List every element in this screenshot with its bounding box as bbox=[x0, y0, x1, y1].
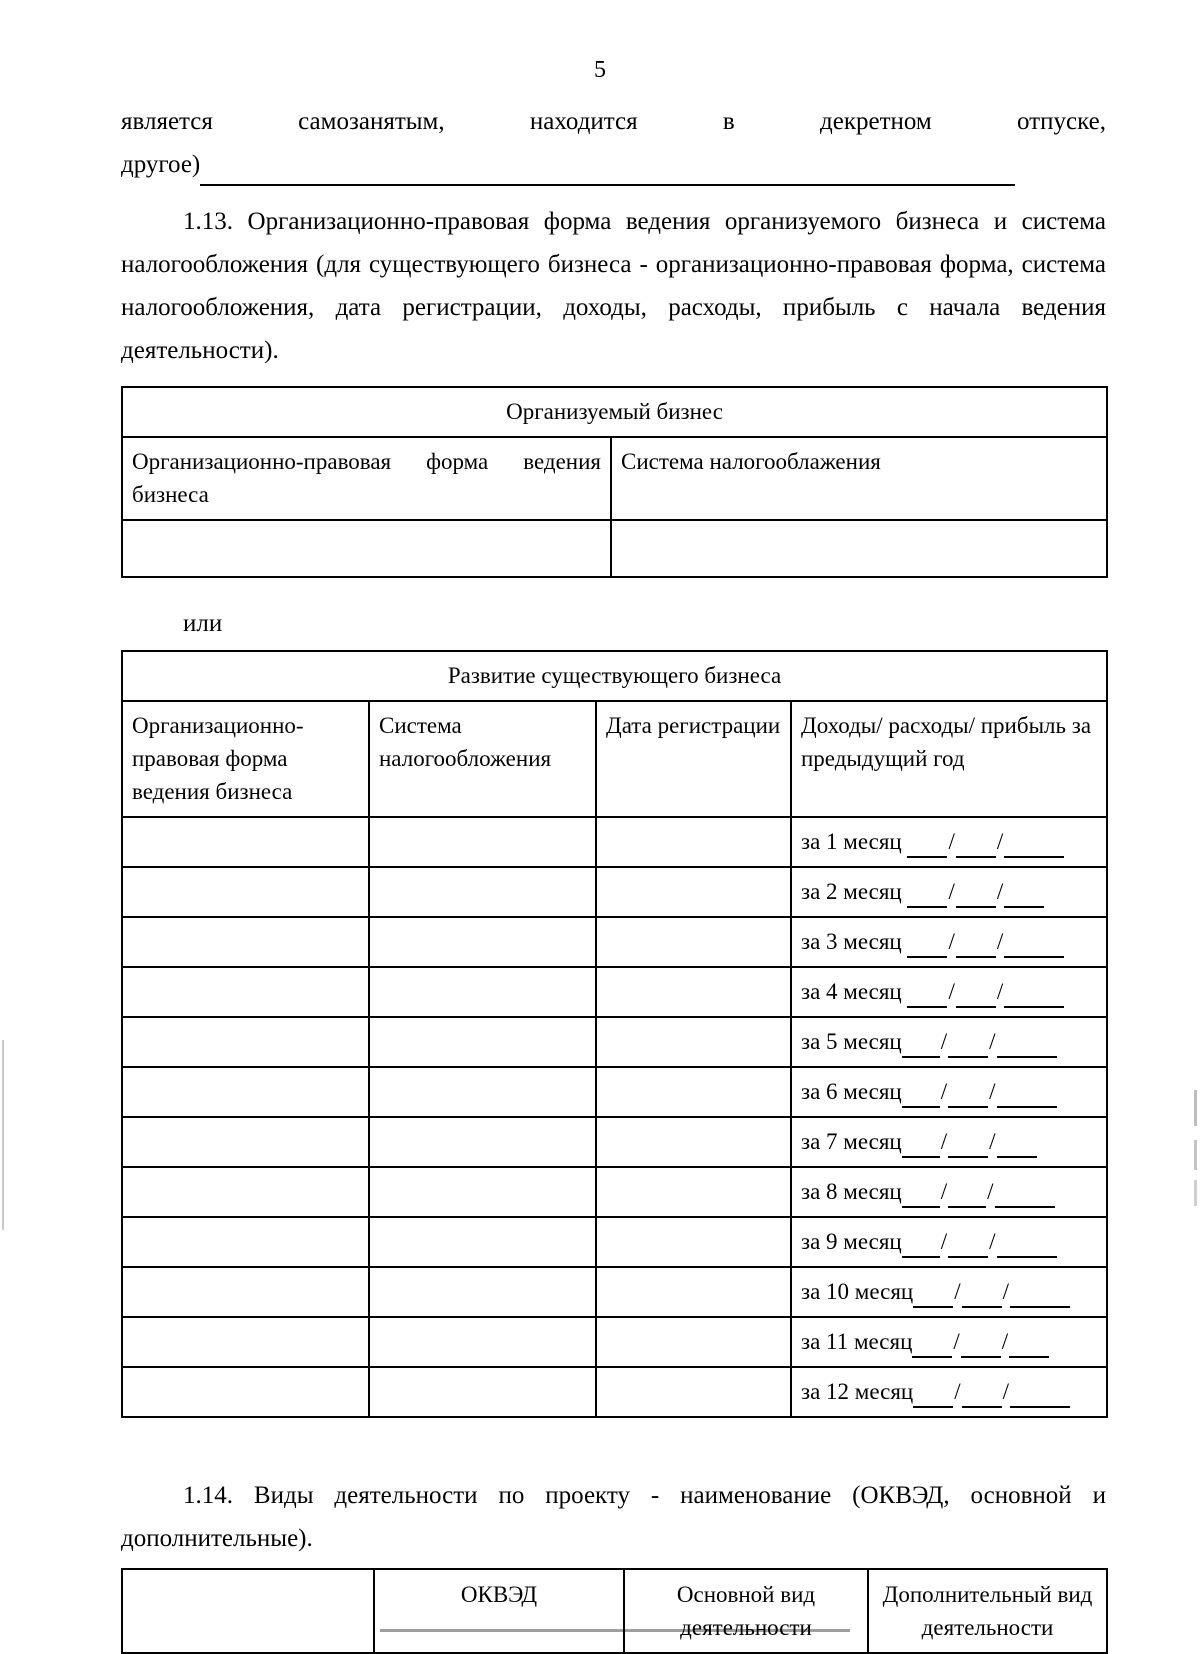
slash-separator: / bbox=[1002, 1279, 1010, 1304]
table-row bbox=[122, 917, 1107, 967]
slash-separator: / bbox=[948, 929, 955, 954]
slash-separator: / bbox=[1001, 1329, 1009, 1354]
cell-reg-date[interactable] bbox=[596, 1217, 791, 1267]
cell-reg-date[interactable] bbox=[596, 1167, 791, 1217]
continued-word-3: в bbox=[722, 108, 735, 135]
cell-legal-form[interactable] bbox=[122, 867, 369, 917]
cell-reg-date[interactable] bbox=[596, 1267, 791, 1317]
cell-legal-form[interactable] bbox=[122, 1267, 369, 1317]
cell-reg-date[interactable] bbox=[596, 1017, 791, 1067]
cell-legal-form[interactable] bbox=[122, 1167, 369, 1217]
table-row-header bbox=[122, 701, 1107, 817]
cell-legal-form[interactable] bbox=[122, 1017, 369, 1067]
cell-month-6[interactable] bbox=[791, 1067, 1107, 1117]
table-row bbox=[122, 1367, 1107, 1417]
new-business-cell-legal-form[interactable] bbox=[122, 520, 611, 577]
section-1-13-text bbox=[121, 200, 1106, 372]
month-blank-expense-6[interactable] bbox=[948, 1085, 988, 1108]
month-blank-profit-8[interactable] bbox=[995, 1185, 1055, 1208]
continued-word-4: декретном bbox=[820, 108, 932, 135]
slash-separator: / bbox=[989, 1029, 996, 1054]
month-blank-expense-8[interactable] bbox=[948, 1185, 986, 1208]
cell-month-3[interactable] bbox=[791, 917, 1107, 967]
slash-separator: / bbox=[989, 1129, 996, 1154]
cell-legal-form[interactable] bbox=[122, 1117, 369, 1167]
cell-legal-form[interactable] bbox=[122, 1217, 369, 1267]
slash-separator: / bbox=[987, 1179, 994, 1204]
cell-tax-system[interactable] bbox=[369, 1267, 596, 1317]
slash-separator: / bbox=[948, 879, 955, 904]
slash-separator: / bbox=[948, 979, 955, 1004]
slash-separator: / bbox=[940, 1029, 948, 1054]
month-blank-profit-5[interactable] bbox=[997, 1035, 1057, 1058]
continued-sentence-fill-line bbox=[121, 143, 1106, 186]
month-blank-expense-12[interactable] bbox=[962, 1385, 1002, 1408]
month-label-9: за 9 месяц bbox=[801, 1229, 902, 1254]
slash-separator: / bbox=[940, 1229, 948, 1254]
slash-separator: / bbox=[940, 1079, 948, 1104]
continued-sentence-line bbox=[121, 100, 1106, 143]
cell-month-1[interactable] bbox=[791, 817, 1107, 867]
month-label-4: за 4 месяц bbox=[801, 979, 902, 1004]
table-row bbox=[122, 817, 1107, 867]
slash-separator: / bbox=[954, 1379, 961, 1404]
slash-separator: / bbox=[940, 1179, 948, 1204]
table-row-title bbox=[122, 651, 1107, 701]
month-blank-income-2[interactable] bbox=[907, 885, 947, 908]
cell-tax-system[interactable] bbox=[369, 1367, 596, 1417]
table-new-business bbox=[121, 386, 1108, 578]
section-1-14-text bbox=[121, 1474, 1106, 1560]
month-blank-income-6[interactable] bbox=[902, 1085, 940, 1108]
month-blank-profit-10[interactable] bbox=[1010, 1285, 1070, 1308]
or-label: или bbox=[183, 610, 223, 637]
month-blank-expense-9[interactable] bbox=[948, 1235, 988, 1258]
cell-reg-date[interactable] bbox=[596, 967, 791, 1017]
slash-separator: / bbox=[940, 1129, 948, 1154]
table-okved bbox=[121, 1568, 1108, 1654]
scan-artifact-right-a bbox=[1194, 1090, 1197, 1126]
cell-month-10[interactable] bbox=[791, 1267, 1107, 1317]
okved-header-main-activity: Основной вид деятельности bbox=[624, 1569, 868, 1653]
month-blank-expense-11[interactable] bbox=[961, 1335, 1001, 1358]
month-blank-expense-5[interactable] bbox=[948, 1035, 988, 1058]
slash-separator: / bbox=[996, 979, 1004, 1004]
existing-business-title: Развитие существующего бизнеса bbox=[122, 651, 1107, 701]
cell-tax-system[interactable] bbox=[369, 1167, 596, 1217]
cell-tax-system[interactable] bbox=[369, 1067, 596, 1117]
new-business-header-tax-system: Система налогооблажения bbox=[611, 437, 1107, 520]
month-blank-income-11[interactable] bbox=[912, 1335, 952, 1358]
new-business-header-legal-form: Организационно-правовая форма ведения бизнеса bbox=[122, 437, 611, 520]
month-blank-income-12[interactable] bbox=[913, 1385, 953, 1408]
scan-artifact-right-b bbox=[1194, 1140, 1197, 1170]
month-label-10: за 10 месяц bbox=[801, 1279, 914, 1304]
slash-separator: / bbox=[948, 829, 955, 854]
table-row-header bbox=[122, 1569, 1107, 1653]
month-label-6: за 6 месяц bbox=[801, 1079, 902, 1104]
month-blank-expense-10[interactable] bbox=[962, 1285, 1002, 1308]
cell-legal-form[interactable] bbox=[122, 1367, 369, 1417]
page-number: 5 bbox=[594, 57, 606, 83]
cell-tax-system[interactable] bbox=[369, 817, 596, 867]
scan-artifact-left bbox=[2, 1040, 4, 1230]
cell-legal-form[interactable] bbox=[122, 817, 369, 867]
slash-separator: / bbox=[996, 879, 1004, 904]
table-row bbox=[122, 520, 1107, 577]
cell-tax-system[interactable] bbox=[369, 1017, 596, 1067]
spacer bbox=[121, 186, 1106, 200]
table-row bbox=[122, 1167, 1107, 1217]
existing-business-header-income: Доходы/ расходы/ прибыль за предыдущий год bbox=[791, 701, 1107, 817]
document-content bbox=[121, 100, 1106, 1654]
cell-reg-date[interactable] bbox=[596, 1317, 791, 1367]
cell-month-8[interactable] bbox=[791, 1167, 1107, 1217]
cell-reg-date[interactable] bbox=[596, 867, 791, 917]
month-blank-profit-12[interactable] bbox=[1010, 1385, 1070, 1408]
month-blank-profit-1[interactable] bbox=[1004, 835, 1064, 858]
month-label-5: за 5 месяц bbox=[801, 1029, 902, 1054]
cell-reg-date[interactable] bbox=[596, 1367, 791, 1417]
cell-tax-system[interactable] bbox=[369, 967, 596, 1017]
cell-month-7[interactable] bbox=[791, 1117, 1107, 1167]
slash-separator: / bbox=[996, 929, 1004, 954]
new-business-cell-tax-system[interactable] bbox=[611, 520, 1107, 577]
month-blank-expense-3[interactable] bbox=[956, 935, 996, 958]
cell-legal-form[interactable] bbox=[122, 1067, 369, 1117]
month-blank-income-1[interactable] bbox=[907, 835, 947, 858]
cell-month-2[interactable] bbox=[791, 867, 1107, 917]
table-row bbox=[122, 1017, 1107, 1067]
month-label-3: за 3 месяц bbox=[801, 929, 902, 954]
spacer bbox=[121, 578, 1106, 604]
table-row bbox=[122, 967, 1107, 1017]
spacer bbox=[121, 372, 1106, 386]
continued-word-0: является bbox=[121, 108, 213, 135]
continued-sentence-end: другое) bbox=[121, 151, 201, 178]
month-blank-income-5[interactable] bbox=[902, 1035, 940, 1058]
existing-business-header-tax-system: Система налогообложения bbox=[369, 701, 596, 817]
month-blank-expense-4[interactable] bbox=[956, 985, 996, 1008]
spacer bbox=[121, 1418, 1106, 1474]
slash-separator: / bbox=[1002, 1379, 1010, 1404]
cell-month-5[interactable] bbox=[791, 1017, 1107, 1067]
month-label-12: за 12 месяц bbox=[801, 1379, 914, 1404]
new-business-title: Организуемый бизнес bbox=[122, 387, 1107, 437]
month-blank-income-3[interactable] bbox=[907, 935, 947, 958]
month-blank-expense-7[interactable] bbox=[948, 1135, 988, 1158]
okved-header-additional-activity: Дополнительный вид деятельности bbox=[868, 1569, 1107, 1653]
table-row bbox=[122, 1317, 1107, 1367]
cell-month-9[interactable] bbox=[791, 1217, 1107, 1267]
cell-tax-system[interactable] bbox=[369, 1317, 596, 1367]
month-blank-profit-9[interactable] bbox=[997, 1235, 1057, 1258]
cell-tax-system[interactable] bbox=[369, 1117, 596, 1167]
existing-business-header-legal-form: Организационно-правовая форма ведения бизнеса bbox=[122, 701, 369, 817]
table-row bbox=[122, 1217, 1107, 1267]
table-row-title bbox=[122, 387, 1107, 437]
cell-reg-date[interactable] bbox=[596, 917, 791, 967]
month-blank-expense-1[interactable] bbox=[956, 835, 996, 858]
cell-legal-form[interactable] bbox=[122, 967, 369, 1017]
table-existing-business bbox=[121, 650, 1108, 1418]
existing-business-header-reg-date: Дата регистрации bbox=[596, 701, 791, 817]
month-label-7: за 7 месяц bbox=[801, 1129, 902, 1154]
month-blank-income-10[interactable] bbox=[913, 1285, 953, 1308]
continued-word-2: находится bbox=[529, 108, 638, 135]
month-label-2: за 2 месяц bbox=[801, 879, 902, 904]
okved-header-blank bbox=[122, 1569, 374, 1653]
month-blank-profit-6[interactable] bbox=[997, 1085, 1057, 1108]
cell-tax-system[interactable] bbox=[369, 867, 596, 917]
cell-tax-system[interactable] bbox=[369, 917, 596, 967]
slash-separator: / bbox=[989, 1079, 996, 1104]
month-label-11: за 11 месяц bbox=[801, 1329, 913, 1354]
month-blank-profit-2[interactable] bbox=[1004, 885, 1044, 908]
table-row bbox=[122, 1267, 1107, 1317]
month-blank-income-4[interactable] bbox=[907, 985, 947, 1008]
section-1-14-body: 1.14. Виды деятельности по проекту - наименование (ОКВЭД, основной и дополнительные). bbox=[121, 1482, 1106, 1552]
scan-artifact-right-c bbox=[1194, 1180, 1197, 1206]
continued-word-5: отпуске, bbox=[1017, 108, 1106, 135]
month-blank-income-8[interactable] bbox=[902, 1185, 940, 1208]
cell-legal-form[interactable] bbox=[122, 1317, 369, 1367]
month-blank-income-7[interactable] bbox=[902, 1135, 940, 1158]
month-blank-profit-11[interactable] bbox=[1009, 1335, 1049, 1358]
slash-separator: / bbox=[996, 829, 1004, 854]
month-blank-profit-4[interactable] bbox=[1004, 985, 1064, 1008]
cell-month-4[interactable] bbox=[791, 967, 1107, 1017]
cell-tax-system[interactable] bbox=[369, 1217, 596, 1267]
table-row bbox=[122, 1117, 1107, 1167]
month-blank-profit-7[interactable] bbox=[997, 1135, 1037, 1158]
okved-header-code: ОКВЭД bbox=[374, 1569, 624, 1653]
cell-month-11[interactable] bbox=[791, 1317, 1107, 1367]
table-row-header bbox=[122, 437, 1107, 520]
table-row bbox=[122, 867, 1107, 917]
continued-word-1: самозанятым, bbox=[298, 108, 445, 135]
slash-separator: / bbox=[954, 1279, 961, 1304]
cell-reg-date[interactable] bbox=[596, 1117, 791, 1167]
section-1-13-body: 1.13. Организационно-правовая форма ведения организуемого бизнеса и система налогообложения (для существующего бизнеса - организационно-правовая форма, система налогообложения, дата регистрации, доходы, расходы, прибыль с начала ведения деятельности). bbox=[121, 208, 1106, 364]
blank-fill-line[interactable] bbox=[200, 158, 1015, 186]
cell-legal-form[interactable] bbox=[122, 917, 369, 967]
slash-separator: / bbox=[989, 1229, 996, 1254]
month-blank-profit-3[interactable] bbox=[1004, 935, 1064, 958]
spacer bbox=[121, 1560, 1106, 1568]
month-blank-expense-2[interactable] bbox=[956, 885, 996, 908]
table-row bbox=[122, 1067, 1107, 1117]
month-label-8: за 8 месяц bbox=[801, 1179, 902, 1204]
cell-month-12[interactable] bbox=[791, 1367, 1107, 1417]
slash-separator: / bbox=[953, 1329, 960, 1354]
month-label-1: за 1 месяц bbox=[801, 829, 902, 854]
cell-reg-date[interactable] bbox=[596, 817, 791, 867]
month-blank-income-9[interactable] bbox=[902, 1235, 940, 1258]
cell-reg-date[interactable] bbox=[596, 1067, 791, 1117]
